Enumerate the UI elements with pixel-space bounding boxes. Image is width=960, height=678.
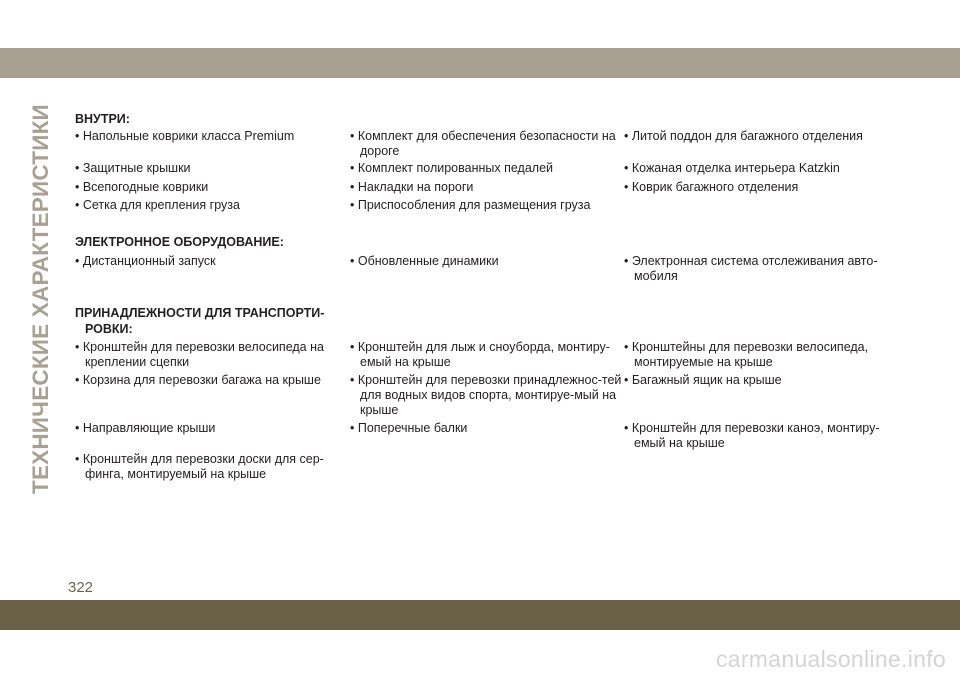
- watermark: carmanualsonline.info: [715, 646, 946, 672]
- list-item: • Накладки на пороги: [350, 180, 474, 194]
- list-item: • Поперечные балки: [350, 421, 468, 435]
- list-item: • Кронштейн для перевозки доски для сер-финга, монтируемый на крыше: [75, 452, 324, 481]
- list-item: • Дистанционный запуск: [75, 254, 216, 268]
- electronics-heading: ЭЛЕКТРОННОЕ ОБОРУДОВАНИЕ:: [75, 235, 284, 249]
- list-item: • Сетка для крепления груза: [75, 198, 240, 212]
- transport-heading: ПРИНАДЛЕЖНОСТИ ДЛЯ ТРАНСПОРТИ-РОВКИ:: [75, 306, 325, 336]
- list-item: • Направляющие крыши: [75, 421, 216, 435]
- list-item: • Комплект полированных педалей: [350, 161, 554, 175]
- list-item: • Кожаная отделка интерьера Katzkin: [624, 161, 840, 175]
- interior-heading: ВНУТРИ:: [75, 112, 130, 126]
- list-item: • Обновленные динамики: [350, 254, 499, 268]
- list-item: • Литой поддон для багажного отделения: [624, 129, 863, 143]
- list-item: • Кронштейн для лыж и сноуборда, монтиру-емый на крыше: [350, 340, 610, 369]
- page-number: 322: [68, 579, 94, 596]
- list-item: • Корзина для перевозки багажа на крыше: [75, 373, 321, 387]
- list-item: • Коврик багажного отделения: [624, 180, 799, 194]
- footer-band: [0, 600, 960, 630]
- list-item: • Приспособления для размещения груза: [350, 198, 591, 212]
- list-item: • Кронштейн для перевозки каноэ, монтиру-емый на крыше: [624, 421, 880, 450]
- list-item: • Защитные крышки: [75, 161, 191, 175]
- list-item: • Электронная система отслеживания авто-мобиля: [624, 254, 878, 283]
- list-item: • Кронштейн для перевозки принадлежнос-тей для водных видов спорта, монтируе-мый на крыше: [350, 373, 622, 417]
- list-item: • Багажный ящик на крыше: [624, 373, 782, 387]
- list-item: • Кронштейны для перевозки велосипеда, монтируемые на крыше: [624, 340, 869, 369]
- header-band: [0, 48, 960, 78]
- list-item: • Кронштейн для перевозки велосипеда на креплении сцепки: [75, 340, 324, 369]
- list-item: • Комплект для обеспечения безопасности на дороге: [350, 129, 616, 158]
- list-item: • Всепогодные коврики: [75, 180, 209, 194]
- side-section-title: ТЕХНИЧЕСКИЕ ХАРАКТЕРИСТИКИ: [28, 104, 53, 494]
- list-item: • Напольные коврики класса Premium: [75, 129, 295, 143]
